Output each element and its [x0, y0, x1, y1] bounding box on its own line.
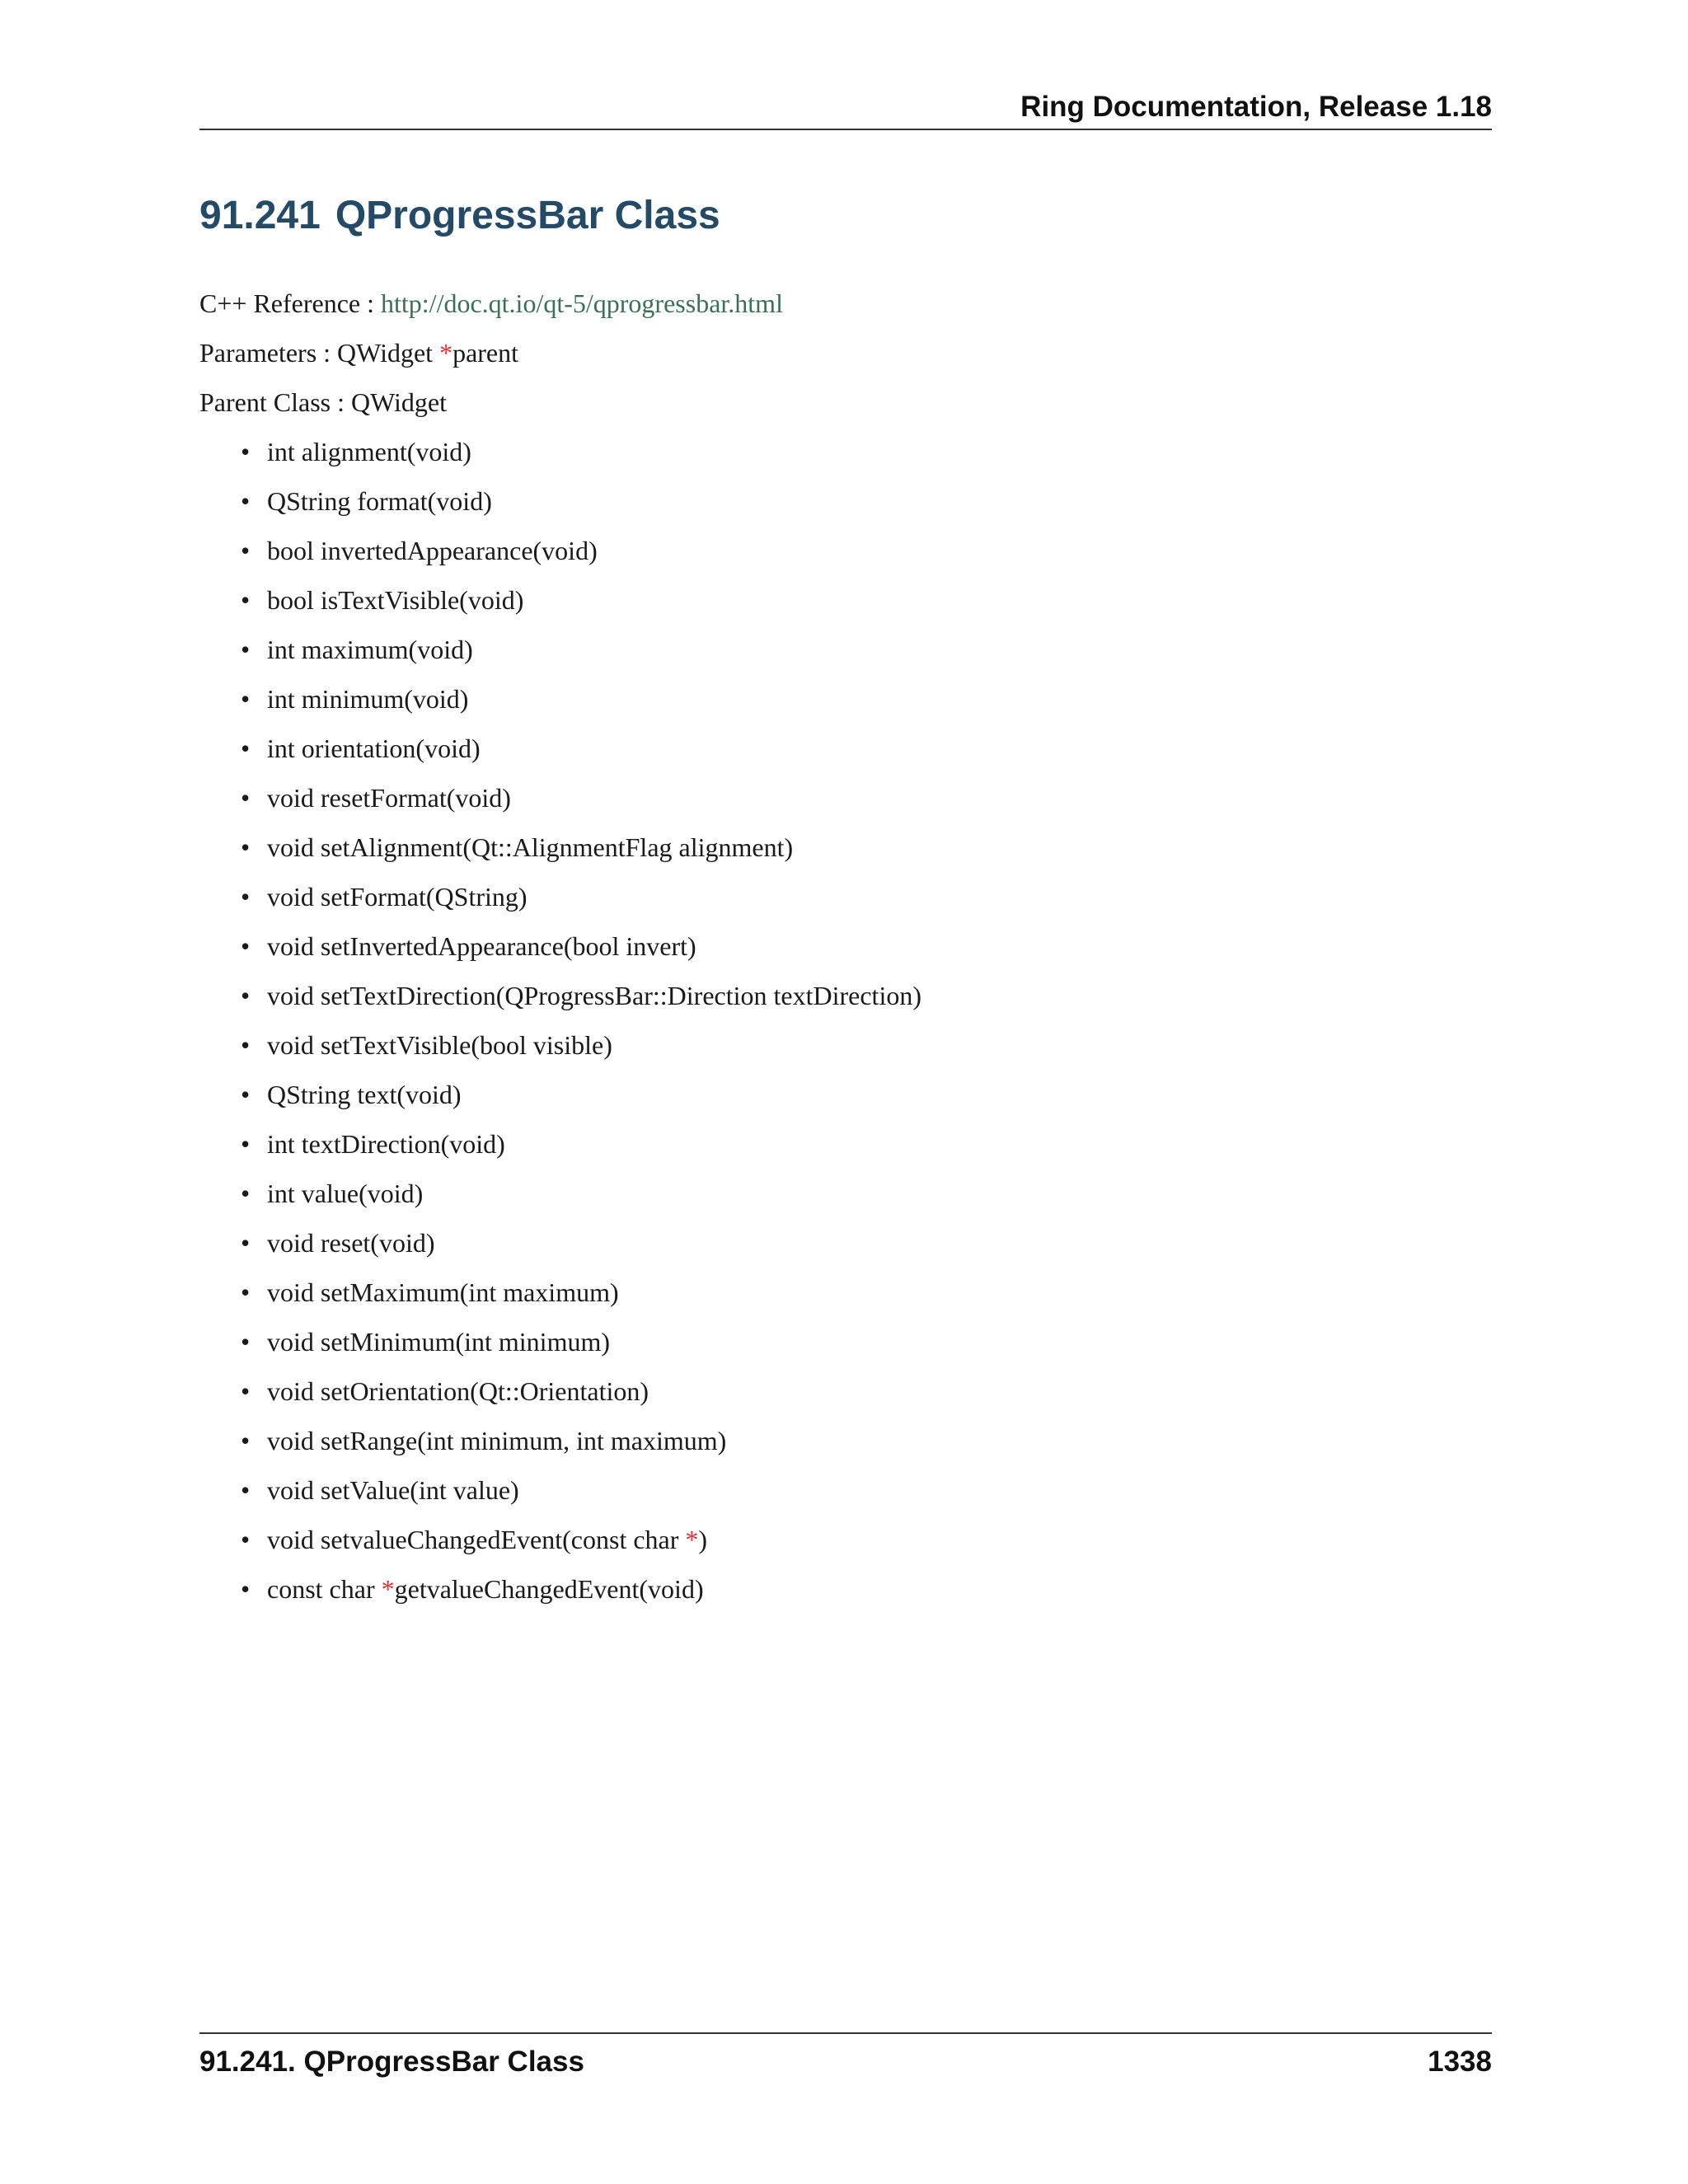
method-signature-tail: getvalueChangedEvent(void) [394, 1574, 704, 1604]
method-item [199, 1079, 921, 1128]
bullet-icon: • [241, 585, 251, 615]
bullet-icon: • [241, 1327, 251, 1357]
bullet-icon: • [241, 1426, 251, 1455]
method-item [199, 1573, 921, 1623]
bullet-icon: • [241, 981, 251, 1010]
running-footer [199, 2032, 1492, 2083]
parameters-label: Parameters : [199, 338, 338, 368]
method-item [199, 1029, 921, 1079]
section-number: 91.241 [199, 194, 321, 237]
method-signature: void setOrientation(Qt::Orientation) [267, 1376, 649, 1406]
method-signature: const char [267, 1574, 382, 1604]
bullet-icon: • [241, 1525, 251, 1554]
parameters-line [199, 337, 518, 368]
method-list [199, 436, 921, 1623]
pointer-star: * [685, 1525, 699, 1554]
bullet-icon: • [241, 437, 251, 466]
bullet-icon: • [241, 882, 251, 912]
pointer-star: * [439, 338, 453, 368]
method-signature: QString text(void) [267, 1080, 462, 1109]
method-item [199, 634, 921, 683]
parent-class-value: QWidget [350, 387, 447, 417]
bullet-icon: • [241, 486, 251, 516]
method-signature: void setMinimum(int minimum) [267, 1327, 610, 1357]
cpp-reference-label: C++ Reference : [199, 288, 381, 318]
cpp-reference-line [199, 288, 783, 319]
bullet-icon: • [241, 536, 251, 565]
bullet-icon: • [241, 832, 251, 862]
method-signature: int minimum(void) [267, 684, 469, 714]
method-item [199, 1227, 921, 1277]
bullet-icon: • [241, 1080, 251, 1109]
parameters-name: parent [452, 338, 519, 368]
bullet-icon: • [241, 1129, 251, 1159]
method-item [199, 832, 921, 881]
footer-section-ref: 91.241. QProgressBar Class [199, 2046, 584, 2078]
page-number: 1338 [1428, 2046, 1492, 2078]
method-signature: void resetFormat(void) [267, 783, 511, 813]
parent-class-line [199, 387, 447, 418]
method-signature: void setFormat(QString) [267, 882, 528, 912]
method-signature: void setTextVisible(bool visible) [267, 1030, 612, 1060]
method-signature: void reset(void) [267, 1228, 435, 1258]
section-title: QProgressBar Class [335, 194, 720, 237]
method-signature: bool isTextVisible(void) [267, 585, 524, 615]
method-signature: int textDirection(void) [267, 1129, 505, 1159]
method-item [199, 1524, 921, 1573]
bullet-icon: • [241, 733, 251, 763]
method-item [199, 1474, 921, 1524]
method-signature-tail: ) [698, 1525, 708, 1554]
method-item [199, 535, 921, 584]
pointer-star: * [381, 1574, 395, 1604]
cpp-reference-link[interactable]: http://doc.qt.io/qt-5/qprogressbar.html [381, 288, 783, 318]
method-signature: void setRange(int minimum, int maximum) [267, 1426, 727, 1455]
bullet-icon: • [241, 1475, 251, 1505]
method-item [199, 1326, 921, 1376]
method-item [199, 930, 921, 980]
header-title: Ring Documentation, Release 1.18 [1020, 91, 1492, 123]
method-signature: int maximum(void) [267, 635, 473, 664]
running-header [199, 89, 1492, 130]
method-signature: void setTextDirection(QProgressBar::Direction textDirection) [267, 981, 921, 1010]
method-item [199, 1376, 921, 1425]
bullet-icon: • [241, 1574, 251, 1604]
method-item [199, 733, 921, 782]
method-signature: void setMaximum(int maximum) [267, 1277, 619, 1307]
method-item [199, 1178, 921, 1227]
parameters-type: QWidget [337, 338, 440, 368]
method-signature: void setValue(int value) [267, 1475, 519, 1505]
method-signature: void setvalueChangedEvent(const char [267, 1525, 686, 1554]
bullet-icon: • [241, 931, 251, 961]
method-signature: int orientation(void) [267, 733, 481, 763]
bullet-icon: • [241, 783, 251, 813]
method-item [199, 1425, 921, 1474]
section-heading [199, 194, 720, 238]
method-signature: void setInvertedAppearance(bool invert) [267, 931, 696, 961]
method-item [199, 881, 921, 930]
method-signature: int value(void) [267, 1179, 424, 1208]
method-item [199, 1128, 921, 1178]
method-signature: void setAlignment(Qt::AlignmentFlag alignment) [267, 832, 794, 862]
method-signature: int alignment(void) [267, 437, 471, 466]
bullet-icon: • [241, 1376, 251, 1406]
method-item [199, 980, 921, 1029]
method-signature: bool invertedAppearance(void) [267, 536, 598, 565]
bullet-icon: • [241, 1228, 251, 1258]
method-signature: QString format(void) [267, 486, 492, 516]
method-item [199, 436, 921, 485]
method-item [199, 782, 921, 832]
method-item [199, 1277, 921, 1326]
bullet-icon: • [241, 1030, 251, 1060]
method-item [199, 485, 921, 535]
bullet-icon: • [241, 635, 251, 664]
method-item [199, 683, 921, 733]
bullet-icon: • [241, 1277, 251, 1307]
parent-class-label: Parent Class : [199, 387, 351, 417]
bullet-icon: • [241, 684, 251, 714]
method-item [199, 584, 921, 634]
bullet-icon: • [241, 1179, 251, 1208]
